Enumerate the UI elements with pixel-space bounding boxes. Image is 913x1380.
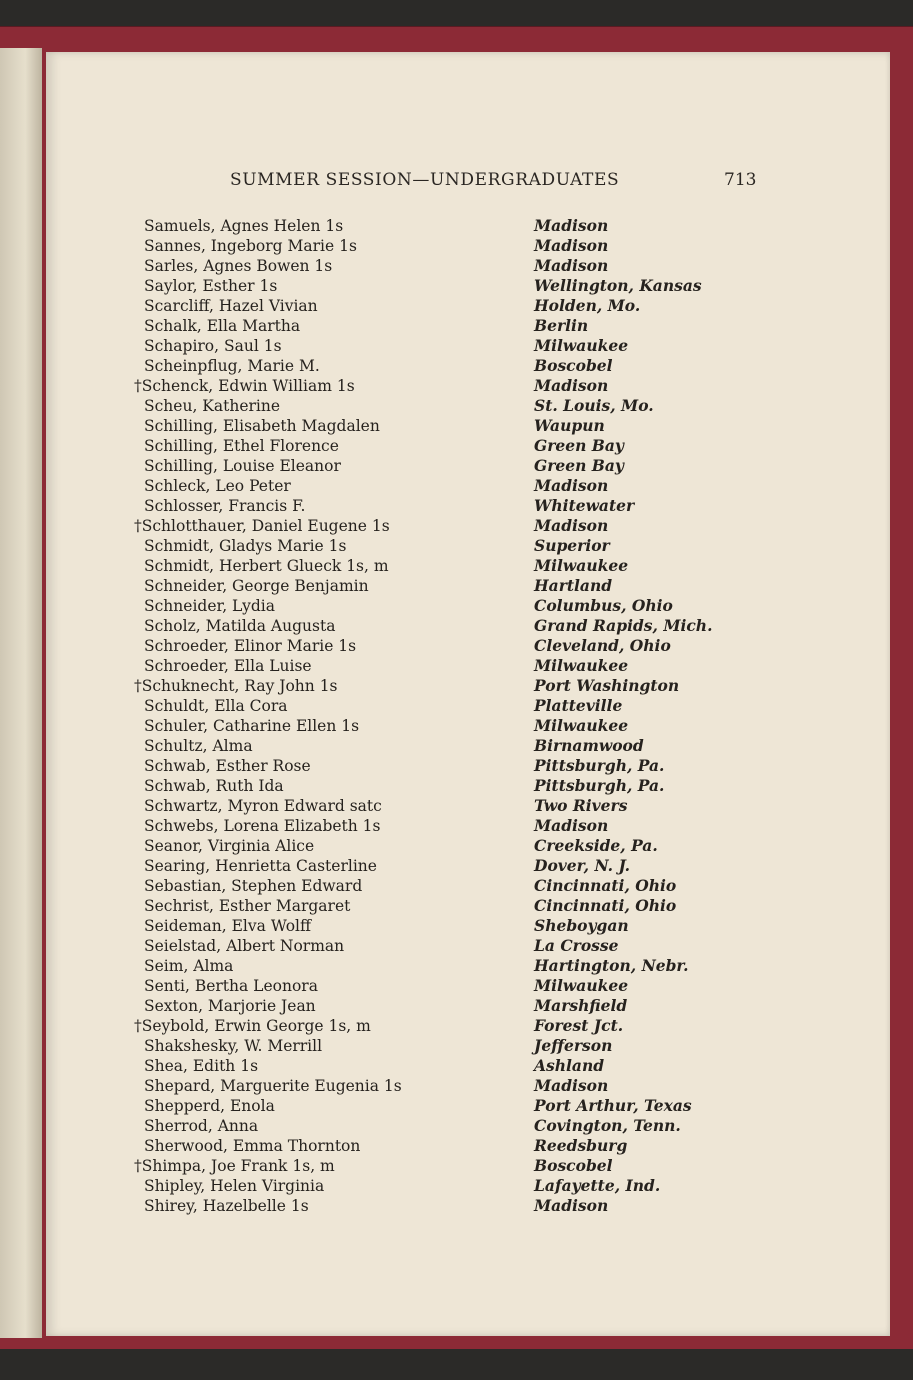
list-item: [0, 836, 913, 856]
student-name: Samuels, Agnes Helen 1s: [144, 217, 344, 235]
student-name: Schwab, Ruth Ida: [144, 777, 284, 795]
student-name: Schapiro, Saul 1s: [144, 337, 282, 355]
hometown: Cleveland, Ohio: [534, 636, 671, 655]
student-name: Sarles, Agnes Bowen 1s: [144, 257, 333, 275]
list-item: [0, 1056, 913, 1076]
list-item: [0, 656, 913, 676]
list-item: [0, 336, 913, 356]
hometown: Port Arthur, Texas: [534, 1096, 692, 1115]
hometown: Jefferson: [534, 1036, 613, 1055]
list-item: [0, 536, 913, 556]
list-item: [0, 636, 913, 656]
student-name: Schneider, Lydia: [144, 597, 275, 615]
list-item: [0, 1156, 913, 1176]
list-item: [0, 816, 913, 836]
page-number: 713: [724, 170, 757, 190]
hometown: Milwaukee: [534, 556, 629, 575]
student-name: Scarcliff, Hazel Vivian: [144, 297, 318, 315]
student-name: Saylor, Esther 1s: [144, 277, 278, 295]
list-item: [0, 976, 913, 996]
hometown: Ashland: [534, 1056, 605, 1075]
hometown: St. Louis, Mo.: [534, 396, 654, 415]
hometown: Creekside, Pa.: [534, 836, 658, 855]
hometown: Dover, N. J.: [534, 856, 630, 875]
hometown: Grand Rapids, Mich.: [534, 616, 713, 635]
hometown: Berlin: [534, 316, 589, 335]
student-name: †Schlotthauer, Daniel Eugene 1s: [134, 517, 390, 535]
list-item: [0, 1076, 913, 1096]
student-name: Sherrod, Anna: [144, 1117, 259, 1135]
hometown: Whitewater: [534, 496, 635, 515]
student-name: Scheinpflug, Marie M.: [144, 357, 320, 375]
student-name: Schultz, Alma: [144, 737, 253, 755]
list-item: [0, 996, 913, 1016]
hometown: Sheboygan: [534, 916, 629, 935]
list-item: [0, 1136, 913, 1156]
list-item: [0, 516, 913, 536]
student-name: Sexton, Marjorie Jean: [144, 997, 316, 1015]
student-list: [0, 216, 913, 1216]
list-item: [0, 556, 913, 576]
hometown: Marshfield: [534, 996, 628, 1015]
student-name: Seielstad, Albert Norman: [144, 937, 345, 955]
hometown: Milwaukee: [534, 656, 629, 675]
hometown: Hartington, Nebr.: [534, 956, 689, 975]
hometown: Waupun: [534, 416, 605, 435]
hometown: Madison: [534, 216, 609, 235]
student-name: Shepard, Marguerite Eugenia 1s: [144, 1077, 402, 1095]
student-name: Seanor, Virginia Alice: [144, 837, 315, 855]
student-name: Searing, Henrietta Casterline: [144, 857, 377, 875]
student-name: Schilling, Louise Eleanor: [144, 457, 341, 475]
student-name: Shipley, Helen Virginia: [144, 1177, 325, 1195]
header-title: SUMMER SESSION—UNDERGRADUATES: [230, 170, 620, 190]
student-name: Schalk, Ella Martha: [144, 317, 301, 335]
student-name: Schroeder, Elinor Marie 1s: [144, 637, 357, 655]
hometown: Lafayette, Ind.: [534, 1176, 661, 1195]
hometown: Covington, Tenn.: [534, 1116, 681, 1135]
hometown: Milwaukee: [534, 976, 629, 995]
student-name: Schwebs, Lorena Elizabeth 1s: [144, 817, 381, 835]
student-name: Schilling, Ethel Florence: [144, 437, 339, 455]
hometown: Holden, Mo.: [534, 296, 641, 315]
student-name: †Schenck, Edwin William 1s: [134, 377, 355, 395]
list-item: [0, 456, 913, 476]
hometown: Pittsburgh, Pa.: [534, 776, 665, 795]
list-item: [0, 916, 913, 936]
list-item: [0, 736, 913, 756]
list-item: [0, 476, 913, 496]
list-item: [0, 416, 913, 436]
hometown: Madison: [534, 236, 609, 255]
student-name: Schleck, Leo Peter: [144, 477, 291, 495]
list-item: [0, 876, 913, 896]
hometown: Milwaukee: [534, 336, 629, 355]
list-item: [0, 756, 913, 776]
student-name: †Schuknecht, Ray John 1s: [134, 677, 338, 695]
student-name: †Seybold, Erwin George 1s, m: [134, 1017, 371, 1035]
student-name: Schlosser, Francis F.: [144, 497, 306, 515]
student-name: Schmidt, Gladys Marie 1s: [144, 537, 347, 555]
list-item: [0, 796, 913, 816]
student-name: Shirey, Hazelbelle 1s: [144, 1197, 309, 1215]
hometown: Port Washington: [534, 676, 680, 695]
hometown: Madison: [534, 376, 609, 395]
list-item: [0, 1196, 913, 1216]
hometown: Pittsburgh, Pa.: [534, 756, 665, 775]
list-item: [0, 236, 913, 256]
student-name: Seim, Alma: [144, 957, 234, 975]
hometown: Green Bay: [534, 456, 624, 475]
hometown: Boscobel: [534, 356, 613, 375]
hometown: Superior: [534, 536, 610, 555]
student-name: Shakshesky, W. Merrill: [144, 1037, 323, 1055]
list-item: [0, 696, 913, 716]
student-name: Scholz, Matilda Augusta: [144, 617, 336, 635]
list-item: [0, 376, 913, 396]
hometown: Hartland: [534, 576, 613, 595]
list-item: [0, 856, 913, 876]
student-name: Schneider, George Benjamin: [144, 577, 369, 595]
student-name: Shea, Edith 1s: [144, 1057, 259, 1075]
list-item: [0, 496, 913, 516]
student-name: Sannes, Ingeborg Marie 1s: [144, 237, 357, 255]
list-item: [0, 1016, 913, 1036]
list-item: [0, 216, 913, 236]
list-item: [0, 436, 913, 456]
student-name: Schuler, Catharine Ellen 1s: [144, 717, 360, 735]
hometown: La Crosse: [534, 936, 619, 955]
list-item: [0, 596, 913, 616]
student-name: Sherwood, Emma Thornton: [144, 1137, 361, 1155]
student-name: Seideman, Elva Wolff: [144, 917, 311, 935]
list-item: [0, 316, 913, 336]
student-name: Schroeder, Ella Luise: [144, 657, 312, 675]
hometown: Cincinnati, Ohio: [534, 896, 677, 915]
running-header: [0, 170, 913, 192]
student-name: †Shimpa, Joe Frank 1s, m: [134, 1157, 335, 1175]
hometown: Boscobel: [534, 1156, 613, 1175]
list-item: [0, 1116, 913, 1136]
list-item: [0, 356, 913, 376]
student-name: Schilling, Elisabeth Magdalen: [144, 417, 380, 435]
list-item: [0, 296, 913, 316]
student-name: Schmidt, Herbert Glueck 1s, m: [144, 557, 389, 575]
list-item: [0, 716, 913, 736]
student-name: Schuldt, Ella Cora: [144, 697, 288, 715]
list-item: [0, 1176, 913, 1196]
list-item: [0, 676, 913, 696]
hometown: Green Bay: [534, 436, 624, 455]
list-item: [0, 896, 913, 916]
hometown: Reedsburg: [534, 1136, 628, 1155]
hometown: Cincinnati, Ohio: [534, 876, 677, 895]
student-name: Scheu, Katherine: [144, 397, 281, 415]
student-name: Sebastian, Stephen Edward: [144, 877, 363, 895]
list-item: [0, 956, 913, 976]
student-name: Sechrist, Esther Margaret: [144, 897, 351, 915]
hometown: Birnamwood: [534, 736, 644, 755]
hometown: Wellington, Kansas: [534, 276, 702, 295]
list-item: [0, 776, 913, 796]
hometown: Madison: [534, 476, 609, 495]
list-item: [0, 576, 913, 596]
hometown: Madison: [534, 516, 609, 535]
hometown: Madison: [534, 1076, 609, 1095]
hometown: Milwaukee: [534, 716, 629, 735]
hometown: Two Rivers: [534, 796, 628, 815]
student-name: Senti, Bertha Leonora: [144, 977, 318, 995]
list-item: [0, 1036, 913, 1056]
list-item: [0, 276, 913, 296]
list-item: [0, 256, 913, 276]
list-item: [0, 616, 913, 636]
hometown: Platteville: [534, 696, 623, 715]
hometown: Forest Jct.: [534, 1016, 624, 1035]
hometown: Columbus, Ohio: [534, 596, 673, 615]
list-item: [0, 936, 913, 956]
student-name: Schwartz, Myron Edward satc: [144, 797, 382, 815]
student-name: Shepperd, Enola: [144, 1097, 275, 1115]
hometown: Madison: [534, 256, 609, 275]
hometown: Madison: [534, 816, 609, 835]
student-name: Schwab, Esther Rose: [144, 757, 311, 775]
list-item: [0, 1096, 913, 1116]
list-item: [0, 396, 913, 416]
hometown: Madison: [534, 1196, 609, 1215]
